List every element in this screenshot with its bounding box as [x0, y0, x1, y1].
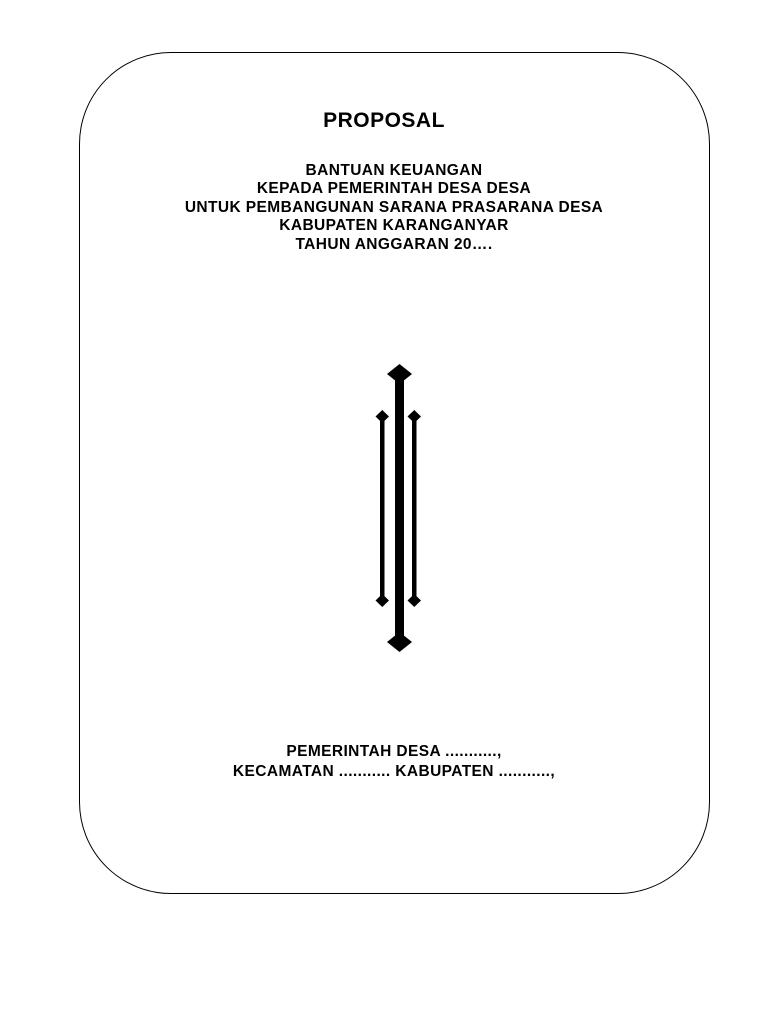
- left-top-diamond: [376, 410, 390, 423]
- right-bar: [412, 418, 417, 598]
- left-bar: [380, 418, 385, 598]
- subtitle-line: KABUPATEN KARANGANYAR: [279, 217, 509, 235]
- bottom-diamond: [387, 632, 412, 652]
- vertical-bars-diamond-ornament-icon: [370, 360, 430, 656]
- left-bottom-diamond: [376, 594, 390, 607]
- footer-line-village: PEMERINTAH DESA ...........,: [286, 743, 502, 760]
- footer-line-district: KECAMATAN ........... KABUPATEN ...........,: [232, 763, 556, 780]
- subtitle-line: KEPADA PEMERINTAH DESA DESA: [256, 180, 532, 198]
- top-diamond: [387, 364, 412, 384]
- subtitle-block: [0, 162, 768, 254]
- center-bar: [395, 378, 404, 640]
- footer-block: [0, 742, 768, 782]
- document-title: PROPOSAL: [323, 109, 445, 132]
- subtitle-line: UNTUK PEMBANGUNAN SARANA PRASARANA DESA: [184, 198, 604, 216]
- right-bottom-diamond: [408, 594, 422, 607]
- right-top-diamond: [408, 410, 422, 423]
- subtitle-line: TAHUN ANGGARAN 20….: [295, 235, 493, 253]
- subtitle-line: BANTUAN KEUANGAN: [305, 162, 483, 179]
